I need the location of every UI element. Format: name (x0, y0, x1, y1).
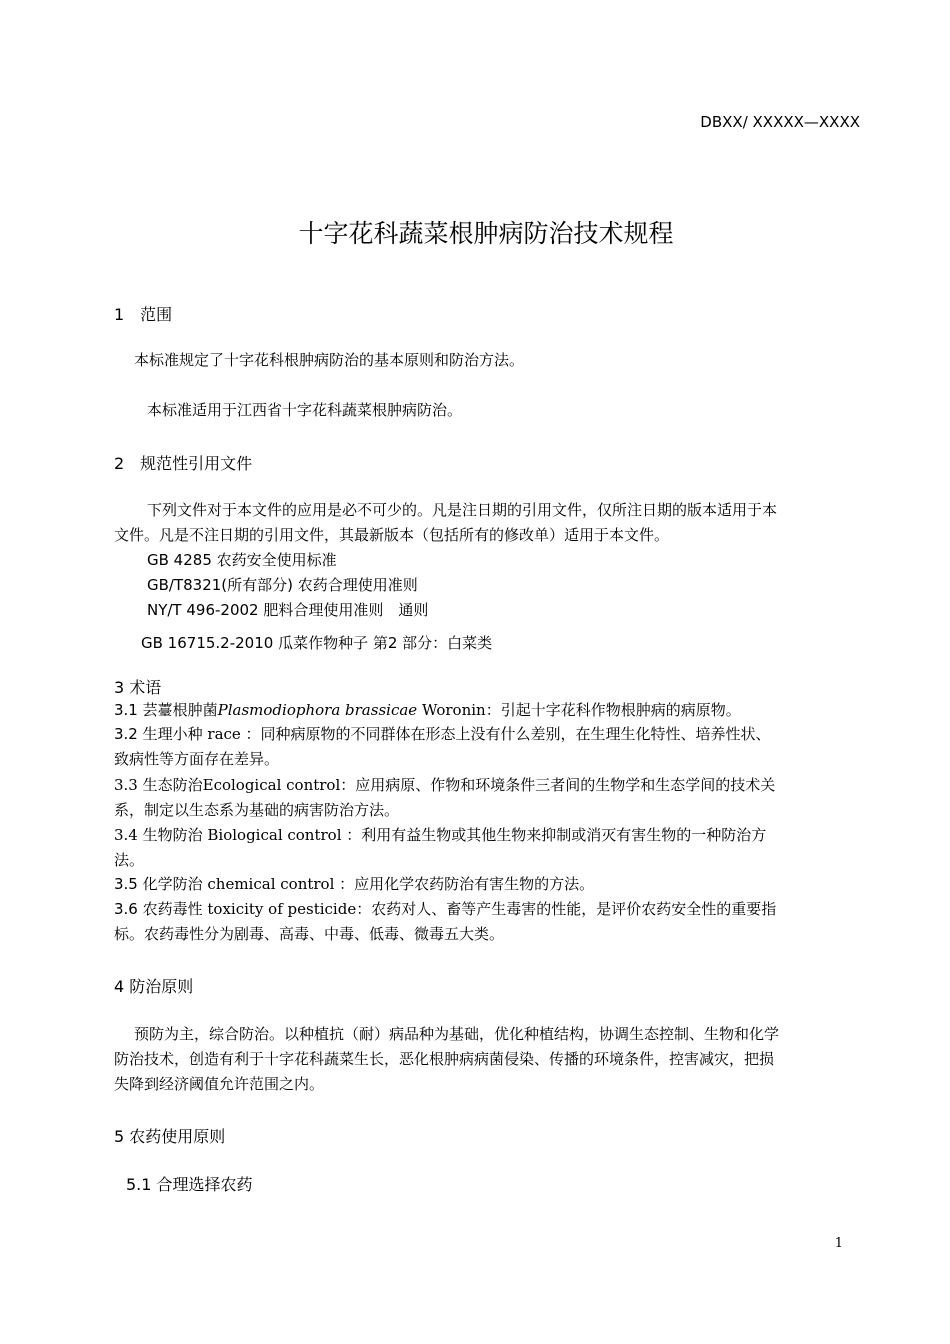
term-3-2-line-2: 致病性等方面存在差异。 (114, 750, 280, 768)
term-3-5 (114, 872, 594, 898)
reference-item (147, 598, 428, 624)
section-4-line-3: 失降到经济阈值允许范围之内。 (114, 1075, 325, 1093)
reference-item (147, 573, 418, 599)
reference-item (141, 631, 492, 657)
reference-code: NY/T 496-2002 (147, 601, 259, 619)
section-1-paragraph-2: 本标准适用于江西省十字花科蔬菜根肿病防治。 (147, 401, 463, 419)
section-2-intro-line-2: 文件。凡是不注日期的引用文件，其最新版本（包括所有的修改单）适用于本文件。 (114, 526, 670, 544)
term-3-2-line-1 (114, 722, 771, 748)
term-number: 3.6 (114, 900, 138, 918)
term-3-3-line-2: 系，制定以生态系为基础的病害防治方法。 (114, 801, 400, 819)
section-5-heading: 5 农药使用原则 (114, 1127, 226, 1146)
section-5-1-heading: 5.1 合理选择农药 (126, 1175, 253, 1194)
reference-code: GB 4285 (147, 551, 212, 569)
page-number: 1 (834, 1236, 843, 1251)
term-3-4-line-1: 3.4 生物防治 Biological control ：利用有益生物或其他生物来抑制或消灭有害生物的一种防治方 (114, 826, 767, 844)
reference-title: 肥料合理使用准则 通则 (258, 601, 429, 619)
document-title: 十字花科蔬菜根肿病防治技术规程 (298, 219, 674, 248)
term-definition: 化学防治 chemical control ：应用化学农药防治有害生物的方法。 (137, 875, 595, 893)
section-1-paragraph-1: 本标准规定了十字花科根肿病防治的基本原则和防治方法。 (134, 351, 525, 369)
reference-part-number: 2 (387, 634, 398, 652)
term-3-3-line-1: 3.3 生态防治Ecological control：应用病原、作物和环境条件三者间的生物学和生态学间的技术关 (114, 776, 776, 794)
section-2-heading: 2 规范性引用文件 (114, 454, 253, 473)
reference-code: GB 16715.2-2010 (141, 634, 274, 652)
reference-title: 瓜菜作物种子 第 (273, 634, 388, 652)
section-1-heading: 1 范围 (114, 305, 173, 324)
term-name: 芸薹根肿菌 (137, 701, 218, 719)
reference-item (147, 548, 337, 574)
document-code: DBXX/ XXXXX—XXXX (700, 113, 860, 131)
section-4-line-1: 预防为主，综合防治。以种植抗（耐）病品种为基础，优化种植结构，协调生态控制、生物和化学 (134, 1025, 780, 1043)
term-definition: 农药毒性 toxicity of pesticide：农药对人、畜等产生毒害的性能，是评价农药安全性的重要指 (137, 900, 777, 918)
term-latin-name: Plasmodiophora brassicae (217, 701, 418, 719)
reference-title-cont: 部分：白菜类 (397, 634, 493, 652)
term-definition: Woronin：引起十字花科作物根肿病的病原物。 (417, 701, 741, 719)
term-number: 3.2 (114, 725, 138, 743)
term-number: 3.1 (114, 701, 138, 719)
section-4-heading: 4 防治原则 (114, 977, 194, 996)
term-3-6-line-2: 标。农药毒性分为剧毒、高毒、中毒、低毒、微毒五大类。 (114, 925, 505, 943)
term-3-6-line-1 (114, 897, 776, 923)
reference-title: 农药合理使用准则 (293, 576, 418, 594)
term-number: 3.5 (114, 875, 138, 893)
term-definition: 生理小种 race ：同种病原物的不同群体在形态上没有什么差别，在生理生化特性、培养性状、 (137, 725, 771, 743)
reference-title: 农药安全使用标准 (211, 551, 337, 569)
reference-code: GB/T8321(所有部分) (147, 576, 294, 594)
section-4-line-2: 防治技术，创造有利于十字花科蔬菜生长，恶化根肿病病菌侵染、传播的环境条件，控害减灾，把损 (114, 1050, 775, 1068)
section-3-heading: 3 术语 (114, 678, 162, 697)
term-3-1 (114, 698, 741, 724)
section-2-intro-line-1: 下列文件对于本文件的应用是必不可少的。凡是注日期的引用文件，仅所注日期的版本适用于本 (147, 501, 778, 519)
term-3-4-line-2: 法。 (114, 851, 145, 869)
